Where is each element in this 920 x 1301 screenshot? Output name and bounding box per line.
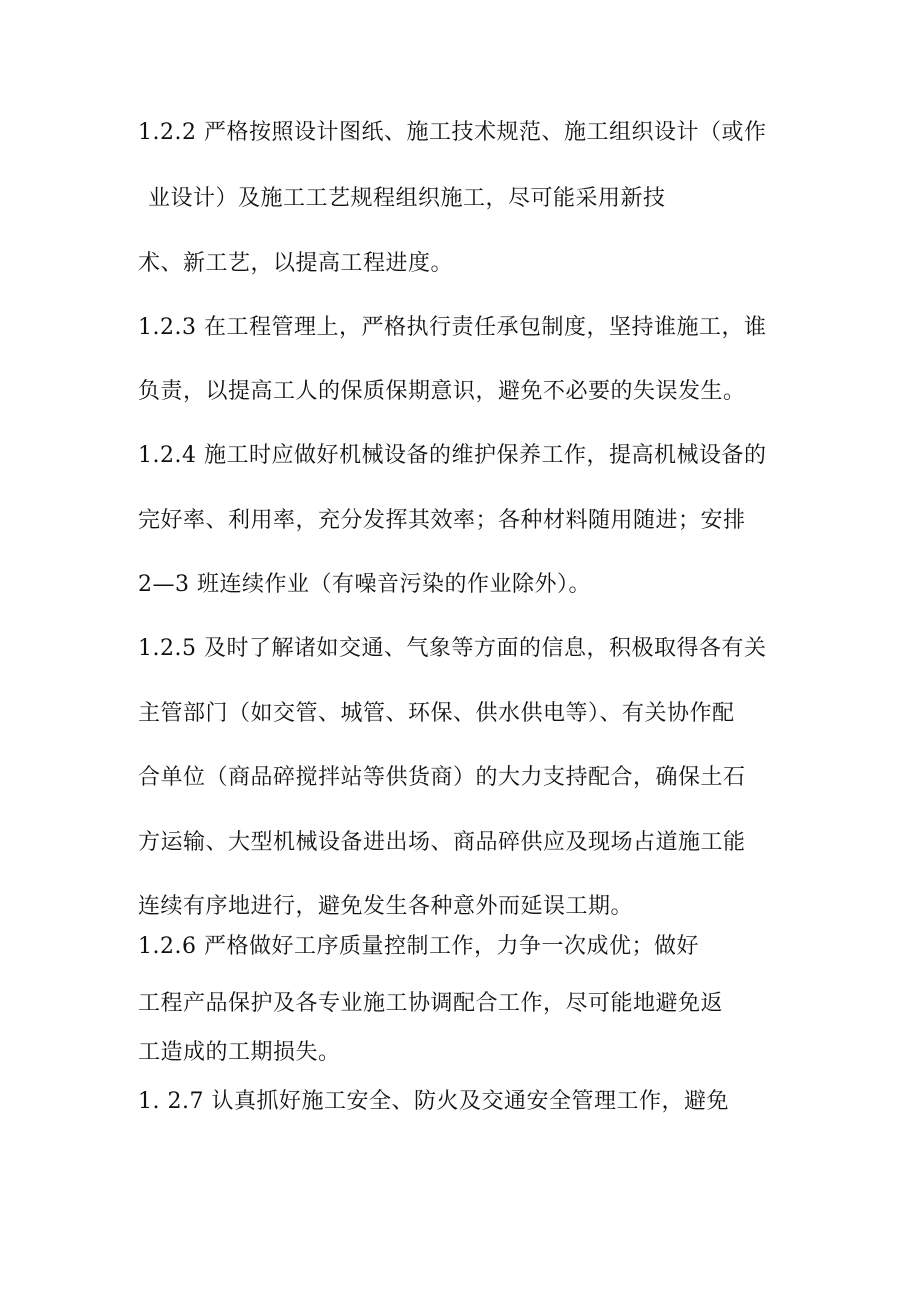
paragraph-1-2-4-line-2: 完好率、利用率，充分发挥其效率；各种材料随用随进；安排 (138, 508, 746, 533)
paragraph-1-2-5-line-1: 1.2.5 及时了解诸如交通、气象等方面的信息，积极取得各有关 (138, 636, 767, 661)
paragraph-1-2-2-line-2: 业设计）及施工工艺规程组织施工，尽可能采用新技 (148, 186, 666, 211)
paragraph-1-2-4-line-1: 1.2.4 施工时应做好机械设备的维护保养工作，提高机械设备的 (138, 443, 767, 468)
paragraph-1-2-5-line-3: 合单位（商品碎搅拌站等供货商）的大力支持配合，确保土石 (138, 765, 746, 790)
paragraph-1-2-5-line-2: 主管部门（如交管、城管、环保、供水供电等）、有关协作配 (138, 701, 735, 726)
paragraph-1-2-3-line-1: 1.2.3 在工程管理上，严格执行责任承包制度，坚持谁施工，谁 (138, 315, 767, 340)
paragraph-1-2-4-line-3: 2—3 班连续作业（有噪音污染的作业除外）。 (138, 572, 591, 597)
paragraph-1-2-6-line-3: 工造成的工期损失。 (138, 1040, 341, 1065)
paragraph-1-2-2-line-1: 1.2.2 严格按照设计图纸、施工技术规范、施工组织设计（或作 (138, 120, 767, 145)
paragraph-1-2-3-line-2: 负责，以提高工人的保质保期意识，避免不必要的失误发生。 (138, 379, 746, 404)
paragraph-1-2-6-line-1: 1.2.6 严格做好工序质量控制工作，力争一次成优；做好 (138, 934, 699, 959)
paragraph-1-2-5-line-4: 方运输、大型机械设备进出场、商品碎供应及现场占道施工能 (138, 830, 746, 855)
paragraph-1-2-6-line-2: 工程产品保护及各专业施工协调配合工作，尽可能地避免返 (138, 991, 724, 1016)
paragraph-1-2-5-line-5: 连续有序地进行，避免发生各种意外而延误工期。 (138, 894, 634, 919)
paragraph-1-2-2-line-3: 术、新工艺，以提高工程进度。 (138, 251, 454, 276)
paragraph-1-2-7-line-1: 1. 2.7 认真抓好施工安全、防火及交通安全管理工作，避免 (138, 1089, 729, 1114)
